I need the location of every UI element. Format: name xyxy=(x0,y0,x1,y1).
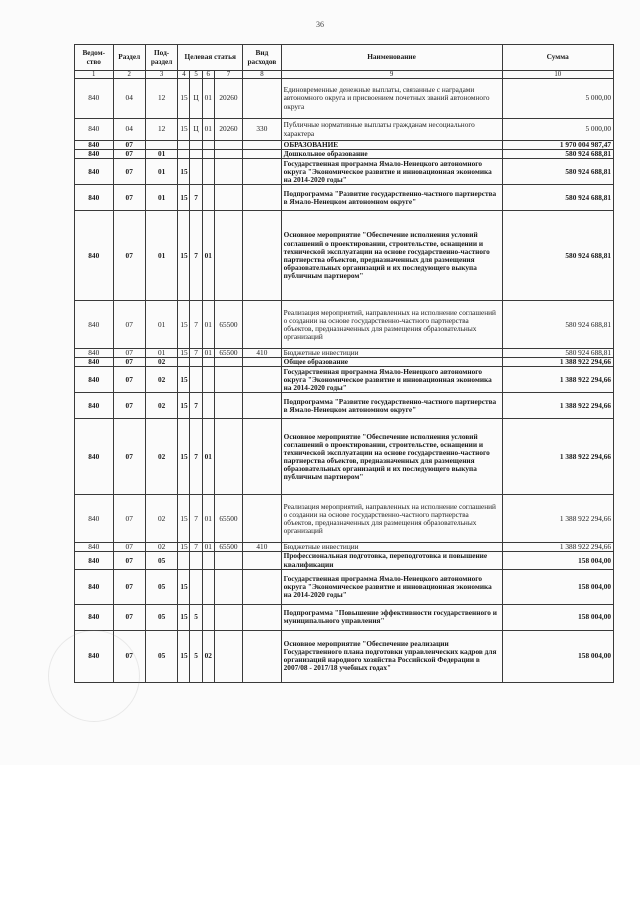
cell-dept: 840 xyxy=(75,604,114,630)
col-number: 5 xyxy=(190,71,202,79)
header-exp-type: Вид расходов xyxy=(243,45,282,71)
cell-target-3 xyxy=(202,150,214,159)
col-number: 6 xyxy=(202,71,214,79)
cell-target-1: 15 xyxy=(178,419,190,495)
cell-target-4 xyxy=(214,159,242,185)
cell-subsection: 02 xyxy=(145,543,177,552)
table-row xyxy=(75,349,614,358)
cell-dept: 840 xyxy=(75,141,114,150)
header-section: Раздел xyxy=(113,45,145,71)
table-row xyxy=(75,185,614,211)
budget-table xyxy=(74,44,614,683)
cell-sum: 580 924 688,81 xyxy=(502,211,614,301)
cell-name: Государственная программа Ямало-Ненецкого автономного округа "Экономическое развитие и инновационная экономика на 2014-2020 годы" xyxy=(281,569,502,604)
cell-name: Бюджетные инвестиции xyxy=(281,543,502,552)
table-row xyxy=(75,495,614,543)
cell-subsection: 02 xyxy=(145,367,177,393)
cell-subsection: 05 xyxy=(145,569,177,604)
cell-target-4 xyxy=(214,419,242,495)
cell-subsection: 01 xyxy=(145,301,177,349)
cell-subsection: 02 xyxy=(145,495,177,543)
cell-target-2 xyxy=(190,552,202,569)
cell-target-2: 7 xyxy=(190,211,202,301)
cell-dept: 840 xyxy=(75,211,114,301)
cell-target-4: 65500 xyxy=(214,349,242,358)
cell-section: 04 xyxy=(113,79,145,119)
cell-target-4 xyxy=(214,569,242,604)
cell-target-3: 01 xyxy=(202,119,214,141)
header-subsection: Под-раздел xyxy=(145,45,177,71)
cell-sum: 580 924 688,81 xyxy=(502,349,614,358)
cell-dept: 840 xyxy=(75,159,114,185)
cell-target-3: 01 xyxy=(202,349,214,358)
cell-dept: 840 xyxy=(75,419,114,495)
cell-subsection: 02 xyxy=(145,358,177,367)
cell-section: 07 xyxy=(113,393,145,419)
cell-target-3 xyxy=(202,358,214,367)
cell-section: 07 xyxy=(113,604,145,630)
cell-target-1: 15 xyxy=(178,211,190,301)
cell-sum: 5 000,00 xyxy=(502,119,614,141)
cell-target-3 xyxy=(202,367,214,393)
cell-name: Подпрограмма "Повышение эффективности государственного и муниципального управления" xyxy=(281,604,502,630)
cell-target-3: 01 xyxy=(202,495,214,543)
cell-target-2: 7 xyxy=(190,495,202,543)
cell-target-1 xyxy=(178,150,190,159)
cell-target-1: 15 xyxy=(178,393,190,419)
cell-target-3 xyxy=(202,185,214,211)
cell-section: 07 xyxy=(113,185,145,211)
cell-target-1: 15 xyxy=(178,301,190,349)
cell-dept: 840 xyxy=(75,393,114,419)
cell-target-2: 7 xyxy=(190,185,202,211)
cell-name: Бюджетные инвестиции xyxy=(281,349,502,358)
cell-target-2 xyxy=(190,141,202,150)
cell-sum: 158 004,00 xyxy=(502,569,614,604)
cell-dept: 840 xyxy=(75,630,114,682)
cell-target-1: 15 xyxy=(178,79,190,119)
cell-section: 07 xyxy=(113,543,145,552)
cell-subsection: 05 xyxy=(145,604,177,630)
cell-section: 07 xyxy=(113,349,145,358)
cell-target-2: Ц xyxy=(190,79,202,119)
cell-target-4 xyxy=(214,150,242,159)
table-row xyxy=(75,552,614,569)
cell-target-2 xyxy=(190,159,202,185)
header-name: Наименование xyxy=(281,45,502,71)
faded-stamp xyxy=(48,630,140,722)
cell-sum: 1 388 922 294,66 xyxy=(502,543,614,552)
cell-target-3 xyxy=(202,393,214,419)
cell-exp-type xyxy=(243,185,282,211)
col-number: 3 xyxy=(145,71,177,79)
cell-target-3 xyxy=(202,569,214,604)
table-row xyxy=(75,367,614,393)
cell-target-2 xyxy=(190,358,202,367)
cell-dept: 840 xyxy=(75,150,114,159)
col-number: 8 xyxy=(243,71,282,79)
cell-target-3 xyxy=(202,141,214,150)
cell-section: 07 xyxy=(113,569,145,604)
cell-dept: 840 xyxy=(75,543,114,552)
cell-target-3 xyxy=(202,604,214,630)
cell-sum: 1 388 922 294,66 xyxy=(502,367,614,393)
cell-target-4 xyxy=(214,367,242,393)
cell-exp-type xyxy=(243,211,282,301)
table-row xyxy=(75,159,614,185)
header-dept: Ведом-ство xyxy=(75,45,114,71)
cell-section: 07 xyxy=(113,358,145,367)
cell-exp-type xyxy=(243,150,282,159)
cell-sum: 1 388 922 294,66 xyxy=(502,393,614,419)
table-header-row xyxy=(75,45,614,71)
cell-target-2: 7 xyxy=(190,301,202,349)
cell-subsection: 05 xyxy=(145,630,177,682)
cell-section: 07 xyxy=(113,630,145,682)
cell-sum: 1 388 922 294,66 xyxy=(502,358,614,367)
cell-sum: 158 004,00 xyxy=(502,604,614,630)
cell-dept: 840 xyxy=(75,79,114,119)
cell-target-2: Ц xyxy=(190,119,202,141)
cell-target-3: 02 xyxy=(202,630,214,682)
cell-target-2: 5 xyxy=(190,604,202,630)
table-row xyxy=(75,211,614,301)
cell-subsection: 01 xyxy=(145,150,177,159)
cell-target-2: 7 xyxy=(190,543,202,552)
table-row xyxy=(75,393,614,419)
cell-exp-type xyxy=(243,367,282,393)
cell-exp-type xyxy=(243,569,282,604)
cell-target-4: 65500 xyxy=(214,543,242,552)
table-row xyxy=(75,150,614,159)
cell-section: 07 xyxy=(113,150,145,159)
col-number: 1 xyxy=(75,71,114,79)
cell-section: 07 xyxy=(113,141,145,150)
cell-sum: 1 388 922 294,66 xyxy=(502,495,614,543)
cell-target-1: 15 xyxy=(178,604,190,630)
column-number-row xyxy=(75,71,614,79)
cell-name: Основное мероприятие "Обеспечение исполнения условий соглашений о проектировании, строительстве, оснащении и технической эксплуатации на основе государственно-частного партнерства объектов, предназначенных для размещения образовательных организаций и их последующего выкупа публичным партнером" xyxy=(281,211,502,301)
cell-target-1: 15 xyxy=(178,159,190,185)
col-number: 9 xyxy=(281,71,502,79)
cell-exp-type xyxy=(243,141,282,150)
cell-target-3 xyxy=(202,552,214,569)
cell-target-3 xyxy=(202,159,214,185)
cell-section: 07 xyxy=(113,419,145,495)
cell-exp-type xyxy=(243,419,282,495)
cell-subsection: 12 xyxy=(145,119,177,141)
cell-subsection: 12 xyxy=(145,79,177,119)
cell-dept: 840 xyxy=(75,358,114,367)
cell-subsection xyxy=(145,141,177,150)
cell-target-2 xyxy=(190,367,202,393)
cell-target-4 xyxy=(214,211,242,301)
cell-dept: 840 xyxy=(75,569,114,604)
cell-subsection: 02 xyxy=(145,419,177,495)
page-number: 36 xyxy=(316,20,324,29)
cell-section: 07 xyxy=(113,211,145,301)
cell-name: Дошкольное образование xyxy=(281,150,502,159)
cell-exp-type xyxy=(243,630,282,682)
cell-sum: 580 924 688,81 xyxy=(502,185,614,211)
cell-subsection: 02 xyxy=(145,393,177,419)
cell-subsection: 05 xyxy=(145,552,177,569)
cell-name: Государственная программа Ямало-Ненецкого автономного округа "Экономическое развитие и инновационная экономика на 2014-2020 годы" xyxy=(281,159,502,185)
cell-target-3: 01 xyxy=(202,79,214,119)
cell-target-1: 15 xyxy=(178,185,190,211)
cell-sum: 158 004,00 xyxy=(502,630,614,682)
cell-exp-type xyxy=(243,79,282,119)
table-row xyxy=(75,419,614,495)
cell-target-1: 15 xyxy=(178,119,190,141)
cell-subsection: 01 xyxy=(145,211,177,301)
cell-target-4: 20260 xyxy=(214,119,242,141)
table-row xyxy=(75,141,614,150)
table-row xyxy=(75,604,614,630)
cell-target-2: 5 xyxy=(190,630,202,682)
cell-name: Подпрограмма "Развитие государственно-частного партнерства в Ямало-Ненецком автономном округе" xyxy=(281,185,502,211)
cell-sum: 1 388 922 294,66 xyxy=(502,419,614,495)
cell-target-1 xyxy=(178,358,190,367)
cell-sum: 5 000,00 xyxy=(502,79,614,119)
cell-name: Основное мероприятие "Обеспечение исполнения условий соглашений о проектировании, строительстве, оснащении и технической эксплуатации на основе государственно-частного партнерства объектов, предназначенных для размещения образовательных организаций и их последующего выкупа публичным партнером" xyxy=(281,419,502,495)
cell-exp-type xyxy=(243,393,282,419)
cell-subsection: 01 xyxy=(145,159,177,185)
cell-target-4 xyxy=(214,358,242,367)
cell-target-4 xyxy=(214,185,242,211)
cell-target-2 xyxy=(190,569,202,604)
cell-name: Профессиональная подготовка, переподготовка и повышение квалификации xyxy=(281,552,502,569)
table-row xyxy=(75,119,614,141)
cell-target-1: 15 xyxy=(178,367,190,393)
cell-sum: 580 924 688,81 xyxy=(502,159,614,185)
cell-dept: 840 xyxy=(75,367,114,393)
cell-target-1 xyxy=(178,141,190,150)
cell-target-4 xyxy=(214,604,242,630)
cell-subsection: 01 xyxy=(145,349,177,358)
cell-section: 07 xyxy=(113,367,145,393)
cell-name: ОБРАЗОВАНИЕ xyxy=(281,141,502,150)
cell-section: 07 xyxy=(113,301,145,349)
cell-target-3: 01 xyxy=(202,301,214,349)
cell-target-1 xyxy=(178,552,190,569)
table-row xyxy=(75,630,614,682)
cell-dept: 840 xyxy=(75,185,114,211)
cell-target-3: 01 xyxy=(202,211,214,301)
cell-exp-type: 410 xyxy=(243,543,282,552)
cell-target-4 xyxy=(214,630,242,682)
cell-dept: 840 xyxy=(75,552,114,569)
cell-section: 07 xyxy=(113,552,145,569)
cell-target-4: 65500 xyxy=(214,495,242,543)
cell-dept: 840 xyxy=(75,349,114,358)
cell-name: Реализация мероприятий, направленных на исполнение соглашений о создании на основе государственно-частного партнерства объектов, предназначенных для размещения образовательных организаций xyxy=(281,301,502,349)
cell-target-2: 7 xyxy=(190,419,202,495)
cell-target-4: 65500 xyxy=(214,301,242,349)
table-row xyxy=(75,569,614,604)
cell-exp-type xyxy=(243,552,282,569)
cell-section: 07 xyxy=(113,159,145,185)
cell-name: Государственная программа Ямало-Ненецкого автономного округа "Экономическое развитие и инновационная экономика на 2014-2020 годы" xyxy=(281,367,502,393)
cell-dept: 840 xyxy=(75,495,114,543)
cell-section: 07 xyxy=(113,495,145,543)
cell-sum: 580 924 688,81 xyxy=(502,150,614,159)
table-row xyxy=(75,543,614,552)
cell-target-3: 01 xyxy=(202,543,214,552)
header-target: Целевая статья xyxy=(178,45,243,71)
cell-target-4: 20260 xyxy=(214,79,242,119)
cell-target-2 xyxy=(190,150,202,159)
cell-name: Реализация мероприятий, направленных на исполнение соглашений о создании на основе государственно-частного партнерства объектов, предназначенных для размещения образовательных организаций xyxy=(281,495,502,543)
cell-section: 04 xyxy=(113,119,145,141)
cell-target-2: 7 xyxy=(190,349,202,358)
cell-name: Подпрограмма "Развитие государственно-частного партнерства в Ямало-Ненецком автономном округе" xyxy=(281,393,502,419)
cell-target-1: 15 xyxy=(178,349,190,358)
cell-name: Общее образование xyxy=(281,358,502,367)
cell-target-3: 01 xyxy=(202,419,214,495)
cell-target-1: 15 xyxy=(178,543,190,552)
cell-name: Единовременные денежные выплаты, связанные с наградами автономного округа и присвоением почетных званий автономного округа xyxy=(281,79,502,119)
cell-exp-type xyxy=(243,301,282,349)
table-row xyxy=(75,301,614,349)
cell-target-1: 15 xyxy=(178,569,190,604)
cell-sum: 580 924 688,81 xyxy=(502,301,614,349)
cell-target-1: 15 xyxy=(178,630,190,682)
cell-exp-type: 330 xyxy=(243,119,282,141)
cell-target-2: 7 xyxy=(190,393,202,419)
table-row xyxy=(75,79,614,119)
cell-name: Основное мероприятие "Обеспечение реализации Государственного плана подготовки управленческих кадров для организаций народного хозяйства Российской Федерации в 2007/08 - 2017/18 учебных годах" xyxy=(281,630,502,682)
cell-target-4 xyxy=(214,141,242,150)
cell-name: Публичные нормативные выплаты гражданам несоциального характера xyxy=(281,119,502,141)
blank-margin xyxy=(0,765,640,905)
table-row xyxy=(75,358,614,367)
col-number: 10 xyxy=(502,71,614,79)
cell-target-1: 15 xyxy=(178,495,190,543)
cell-exp-type xyxy=(243,159,282,185)
cell-target-4 xyxy=(214,393,242,419)
col-number: 4 xyxy=(178,71,190,79)
cell-exp-type xyxy=(243,604,282,630)
cell-sum: 1 970 004 987,47 xyxy=(502,141,614,150)
col-number: 2 xyxy=(113,71,145,79)
cell-subsection: 01 xyxy=(145,185,177,211)
cell-sum: 158 004,00 xyxy=(502,552,614,569)
cell-exp-type xyxy=(243,495,282,543)
header-sum: Сумма xyxy=(502,45,614,71)
cell-exp-type: 410 xyxy=(243,349,282,358)
cell-exp-type xyxy=(243,358,282,367)
col-number: 7 xyxy=(214,71,242,79)
cell-dept: 840 xyxy=(75,301,114,349)
cell-dept: 840 xyxy=(75,119,114,141)
cell-target-4 xyxy=(214,552,242,569)
